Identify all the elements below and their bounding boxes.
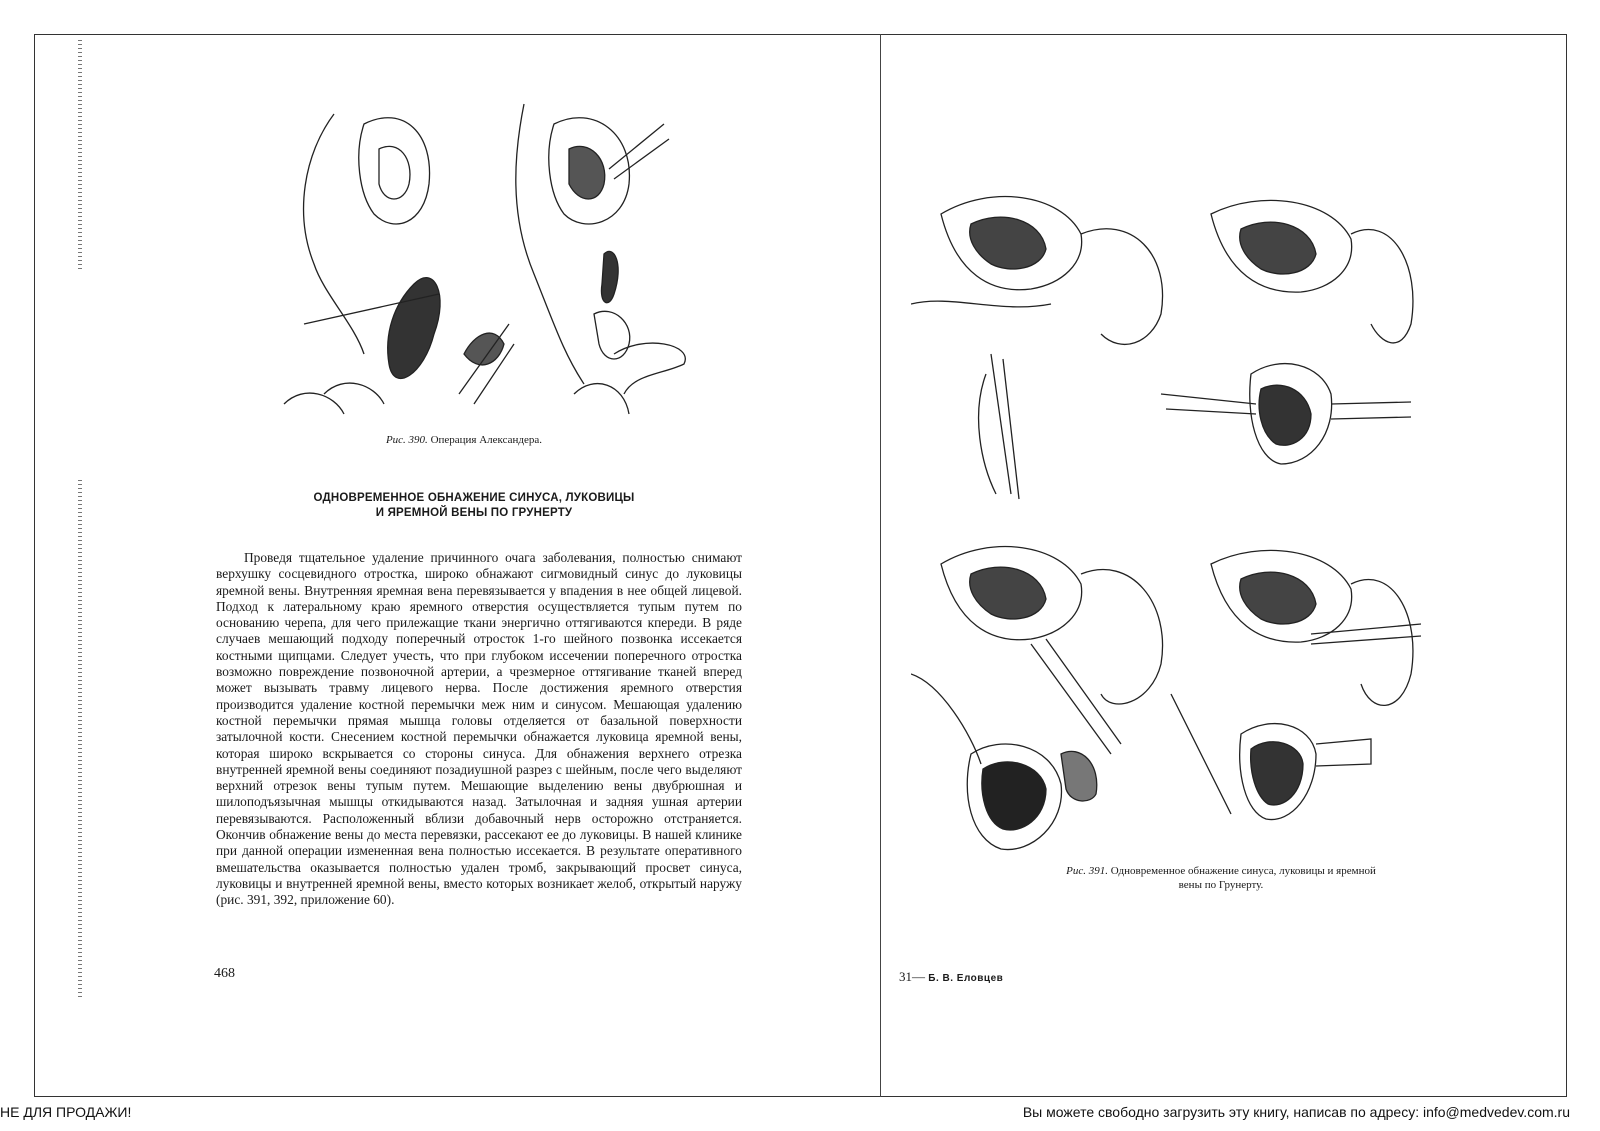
signature-number: 31— (899, 969, 925, 984)
page-number: 468 (214, 966, 235, 981)
signature-mark (899, 969, 1003, 985)
figure-391-caption (941, 864, 1501, 892)
left-page (34, 34, 880, 1097)
surgical-illustration-icon (264, 94, 724, 424)
section-title-line1: ОДНОВРЕМЕННОЕ ОБНАЖЕНИЕ СИНУСА, ЛУКОВИЦЫ (313, 492, 635, 504)
caption-text: Операция Александера. (430, 434, 543, 446)
footer-download-note: Вы можете свободно загрузить эту книгу, написав по адресу: info@medvedev.com.ru (1022, 1104, 1570, 1120)
caption-text-line2: вены по Грунерту. (1178, 879, 1264, 891)
right-page (881, 34, 1567, 1097)
body-paragraph: Проведя тщательное удаление причинного очага заболевания, полностью снимают верхушку сосцевидного отростка, широко обнажают сигмовидный синус до луковицы яремной вены. Внутренняя яремная вена перевязывается у впадения в нее общей лицевой. Подход к латеральному краю яремного отверстия осуществляется тупым путем по основанию черепа, для чего прилежащие ткани энергично оттягиваются кпереди. В ряде случаев мешающий подходу поперечный отросток 1-го шейного позвонка иссекается костными щипцами. Следует учесть, что при глубоком иссечении поперечного отростка возможно повреждение позвоночной артерии, а чрезмерное оттягивание тканей вперед может вызывать травму лицевого нерва. После достижения яремного отверстия производится удаление костной перемычки меж ним и синусом. Мешающая удалению костной перемычки прямая мышца головы отделяется от базальной поверхности затылочной кости. Снесением костной перемычки обнажается луковица яремной вены, которая широко вскрывается со стороны синуса. Для обнажения верхнего отрезка внутренней яремной вены соединяют позадиушной разрез с шейным, после чего выделяют верхний отрезок вены тупым путем. Мешающие выделению вены двубрюшная и шилоподъязычная мышцы откидываются назад. Затылочная и задняя ушная артерии перевязываются. Расположенный вблизи добавочный нерв осторожно отстраняется. Окончив обнажение вены до места перевязки, рассекают ее до луковицы. В нашей клинике при данной операции измененная вена полностью иссекается. В результате оперативного вмешательства оказывается полностью удален тромб, закрывающий просвет синуса, луковицы и внутренней яремной вены, вместо которых возникает желоб, открытый наружу (рис. 391, 392, приложение 60). (216, 550, 742, 908)
caption-number: Рис. 390. (385, 434, 428, 446)
signature-author: Б. В. Еловцев (928, 973, 1004, 984)
surgical-illustration-grid-icon (911, 174, 1551, 864)
footer-not-for-sale: НЕ ДЛЯ ПРОДАЖИ! (0, 1104, 132, 1120)
figure-391 (911, 174, 1551, 894)
caption-number: Рис. 391. (1066, 865, 1108, 877)
section-title-line2: И ЯРЕМНОЙ ВЕНЫ ПО ГРУНЕРТУ (375, 507, 573, 519)
section-title (214, 491, 734, 521)
caption-text-line1: Одновременное обнажение синуса, луковицы и яремной (1110, 865, 1376, 877)
figure-390 (264, 94, 724, 454)
figure-390-caption (234, 434, 694, 446)
